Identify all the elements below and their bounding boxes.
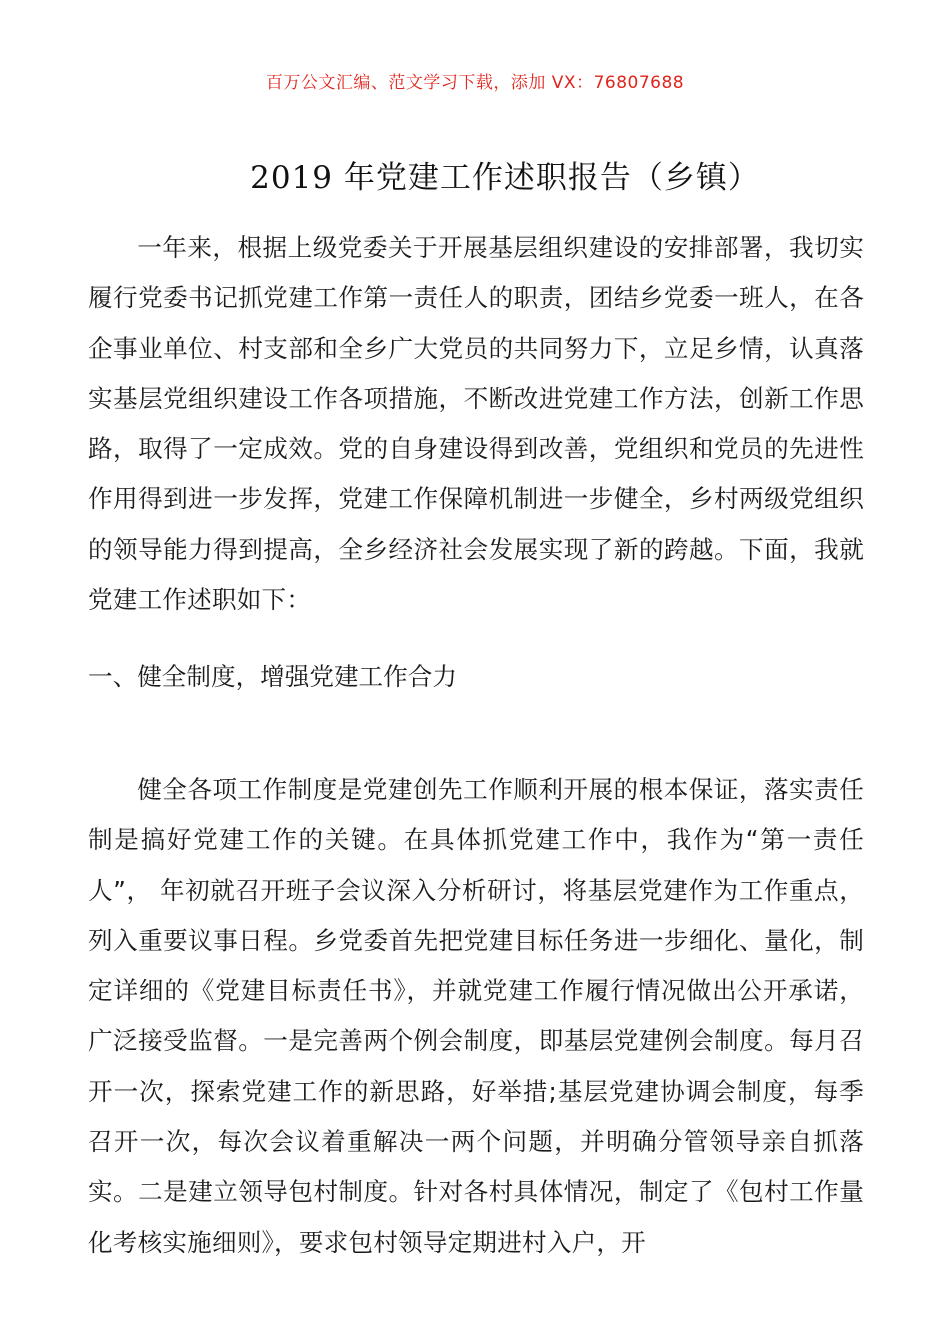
section-heading-1: 一、健全制度，增强党建工作合力 (88, 662, 457, 691)
body-paragraph-intro: 一年来，根据上级党委关于开展基层组织建设的安排部署，我切实履行党委书记抓党建工作第一责任人的职责，团结乡党委一班人，在各企事业单位、村支部和全乡广大党员的共同努力下，立足乡情，认真落实基层党组织建设工作各项措施，不断改进党建工作方法，创新工作思路，取得了一定成效。党的自身建设得到改善，党组织和党员的先进性作用得到进一步发挥，党建工作保障机制进一步健全，乡村两级党组织的领导能力得到提高，全乡经济社会发展实现了新的跨越。下面，我就党建工作述职如下： (88, 233, 864, 615)
watermark-header: 百万公文汇编、范文学习下载，添加 VX：76807688 (265, 73, 685, 93)
document-title: 2019 年党建工作述职报告（乡镇） (250, 160, 760, 196)
body-paragraph-section-1: 健全各项工作制度是党建创先工作顺利开展的根本保证，落实责任制是搞好党建工作的关键。在具体抓党建工作中，我作为“第一责任人”， 年初就召开班子会议深入分析研讨，将基层党建作为工作重点，列入重要议事日程。乡党委首先把党建目标任务进一步细化、量化，制定详细的《党建目标责任书》，并就党建工作履行情况做出公开承诺，广泛接受监督。一是完善两个例会制度，即基层党建例会制度。每月召开一次，探索党建工作的新思路，好举措;基层党建协调会制度，每季召开一次，每次会议着重解决一两个问题，并明确分管领导亲自抓落实。二是建立领导包村制度。针对各村具体情况，制定了《包村工作量化考核实施细则》，要求包村领导定期进村入户，开 (88, 775, 864, 1257)
